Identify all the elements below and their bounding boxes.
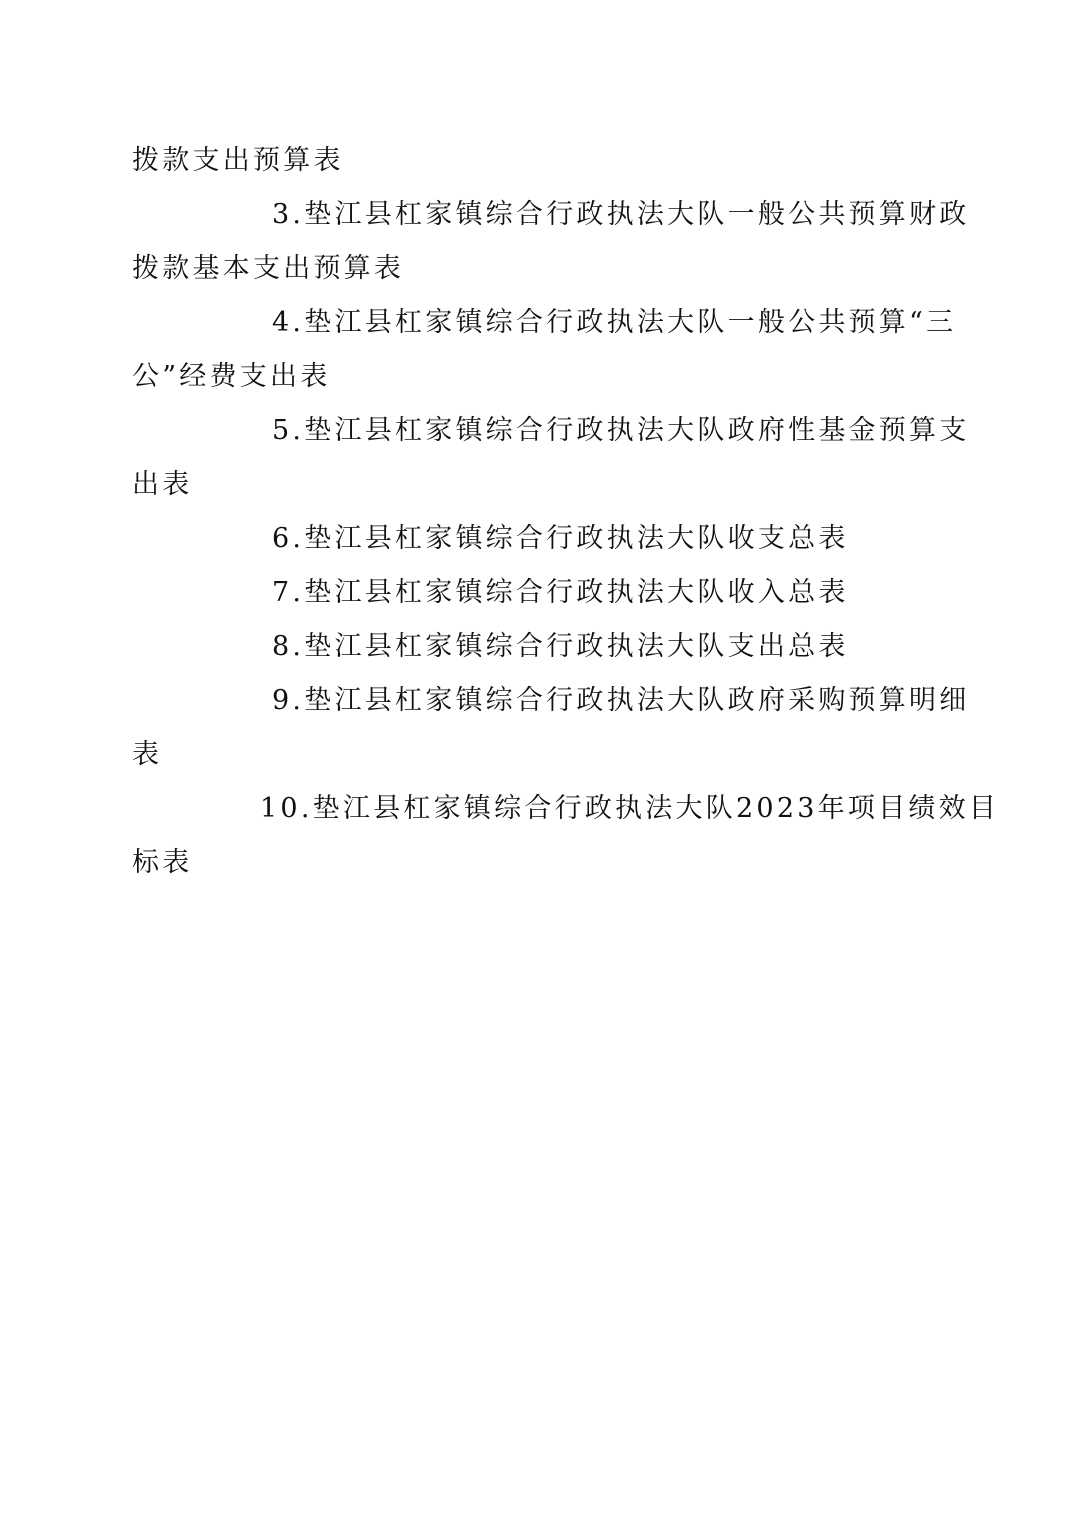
item-line-wrap: 表 bbox=[132, 739, 163, 770]
item-line-first: 3.垫江县杠家镇综合行政执法大队一般公共预算财政 bbox=[272, 199, 970, 230]
list-item-4 bbox=[132, 296, 957, 404]
attachment-list bbox=[132, 134, 1000, 890]
list-item-5 bbox=[132, 404, 970, 512]
list-item-6 bbox=[132, 512, 944, 566]
list-item-10 bbox=[132, 782, 1000, 890]
item-line-first: 9.垫江县杠家镇综合行政执法大队政府采购预算明细 bbox=[272, 685, 970, 716]
list-item-2-continuation bbox=[132, 134, 944, 188]
item-line-first: 8.垫江县杠家镇综合行政执法大队支出总表 bbox=[272, 631, 849, 662]
list-item-8 bbox=[132, 620, 944, 674]
list-item-3 bbox=[132, 188, 970, 296]
item-line: 拨款支出预算表 bbox=[132, 145, 344, 176]
item-line-first: 5.垫江县杠家镇综合行政执法大队政府性基金预算支 bbox=[272, 415, 970, 446]
item-line-first: 7.垫江县杠家镇综合行政执法大队收入总表 bbox=[272, 577, 849, 608]
item-line-wrap: 公”经费支出表 bbox=[132, 361, 331, 392]
list-item-9 bbox=[132, 674, 970, 782]
item-line-first: 10.垫江县杠家镇综合行政执法大队2023年项目绩效目 bbox=[260, 793, 1000, 824]
item-line-wrap: 出表 bbox=[132, 469, 193, 500]
item-line-wrap: 拨款基本支出预算表 bbox=[132, 253, 405, 284]
item-line-first: 4.垫江县杠家镇综合行政执法大队一般公共预算“三 bbox=[272, 307, 957, 338]
item-line-first: 6.垫江县杠家镇综合行政执法大队收支总表 bbox=[272, 523, 849, 554]
item-line-wrap: 标表 bbox=[132, 847, 193, 878]
list-item-7 bbox=[132, 566, 944, 620]
